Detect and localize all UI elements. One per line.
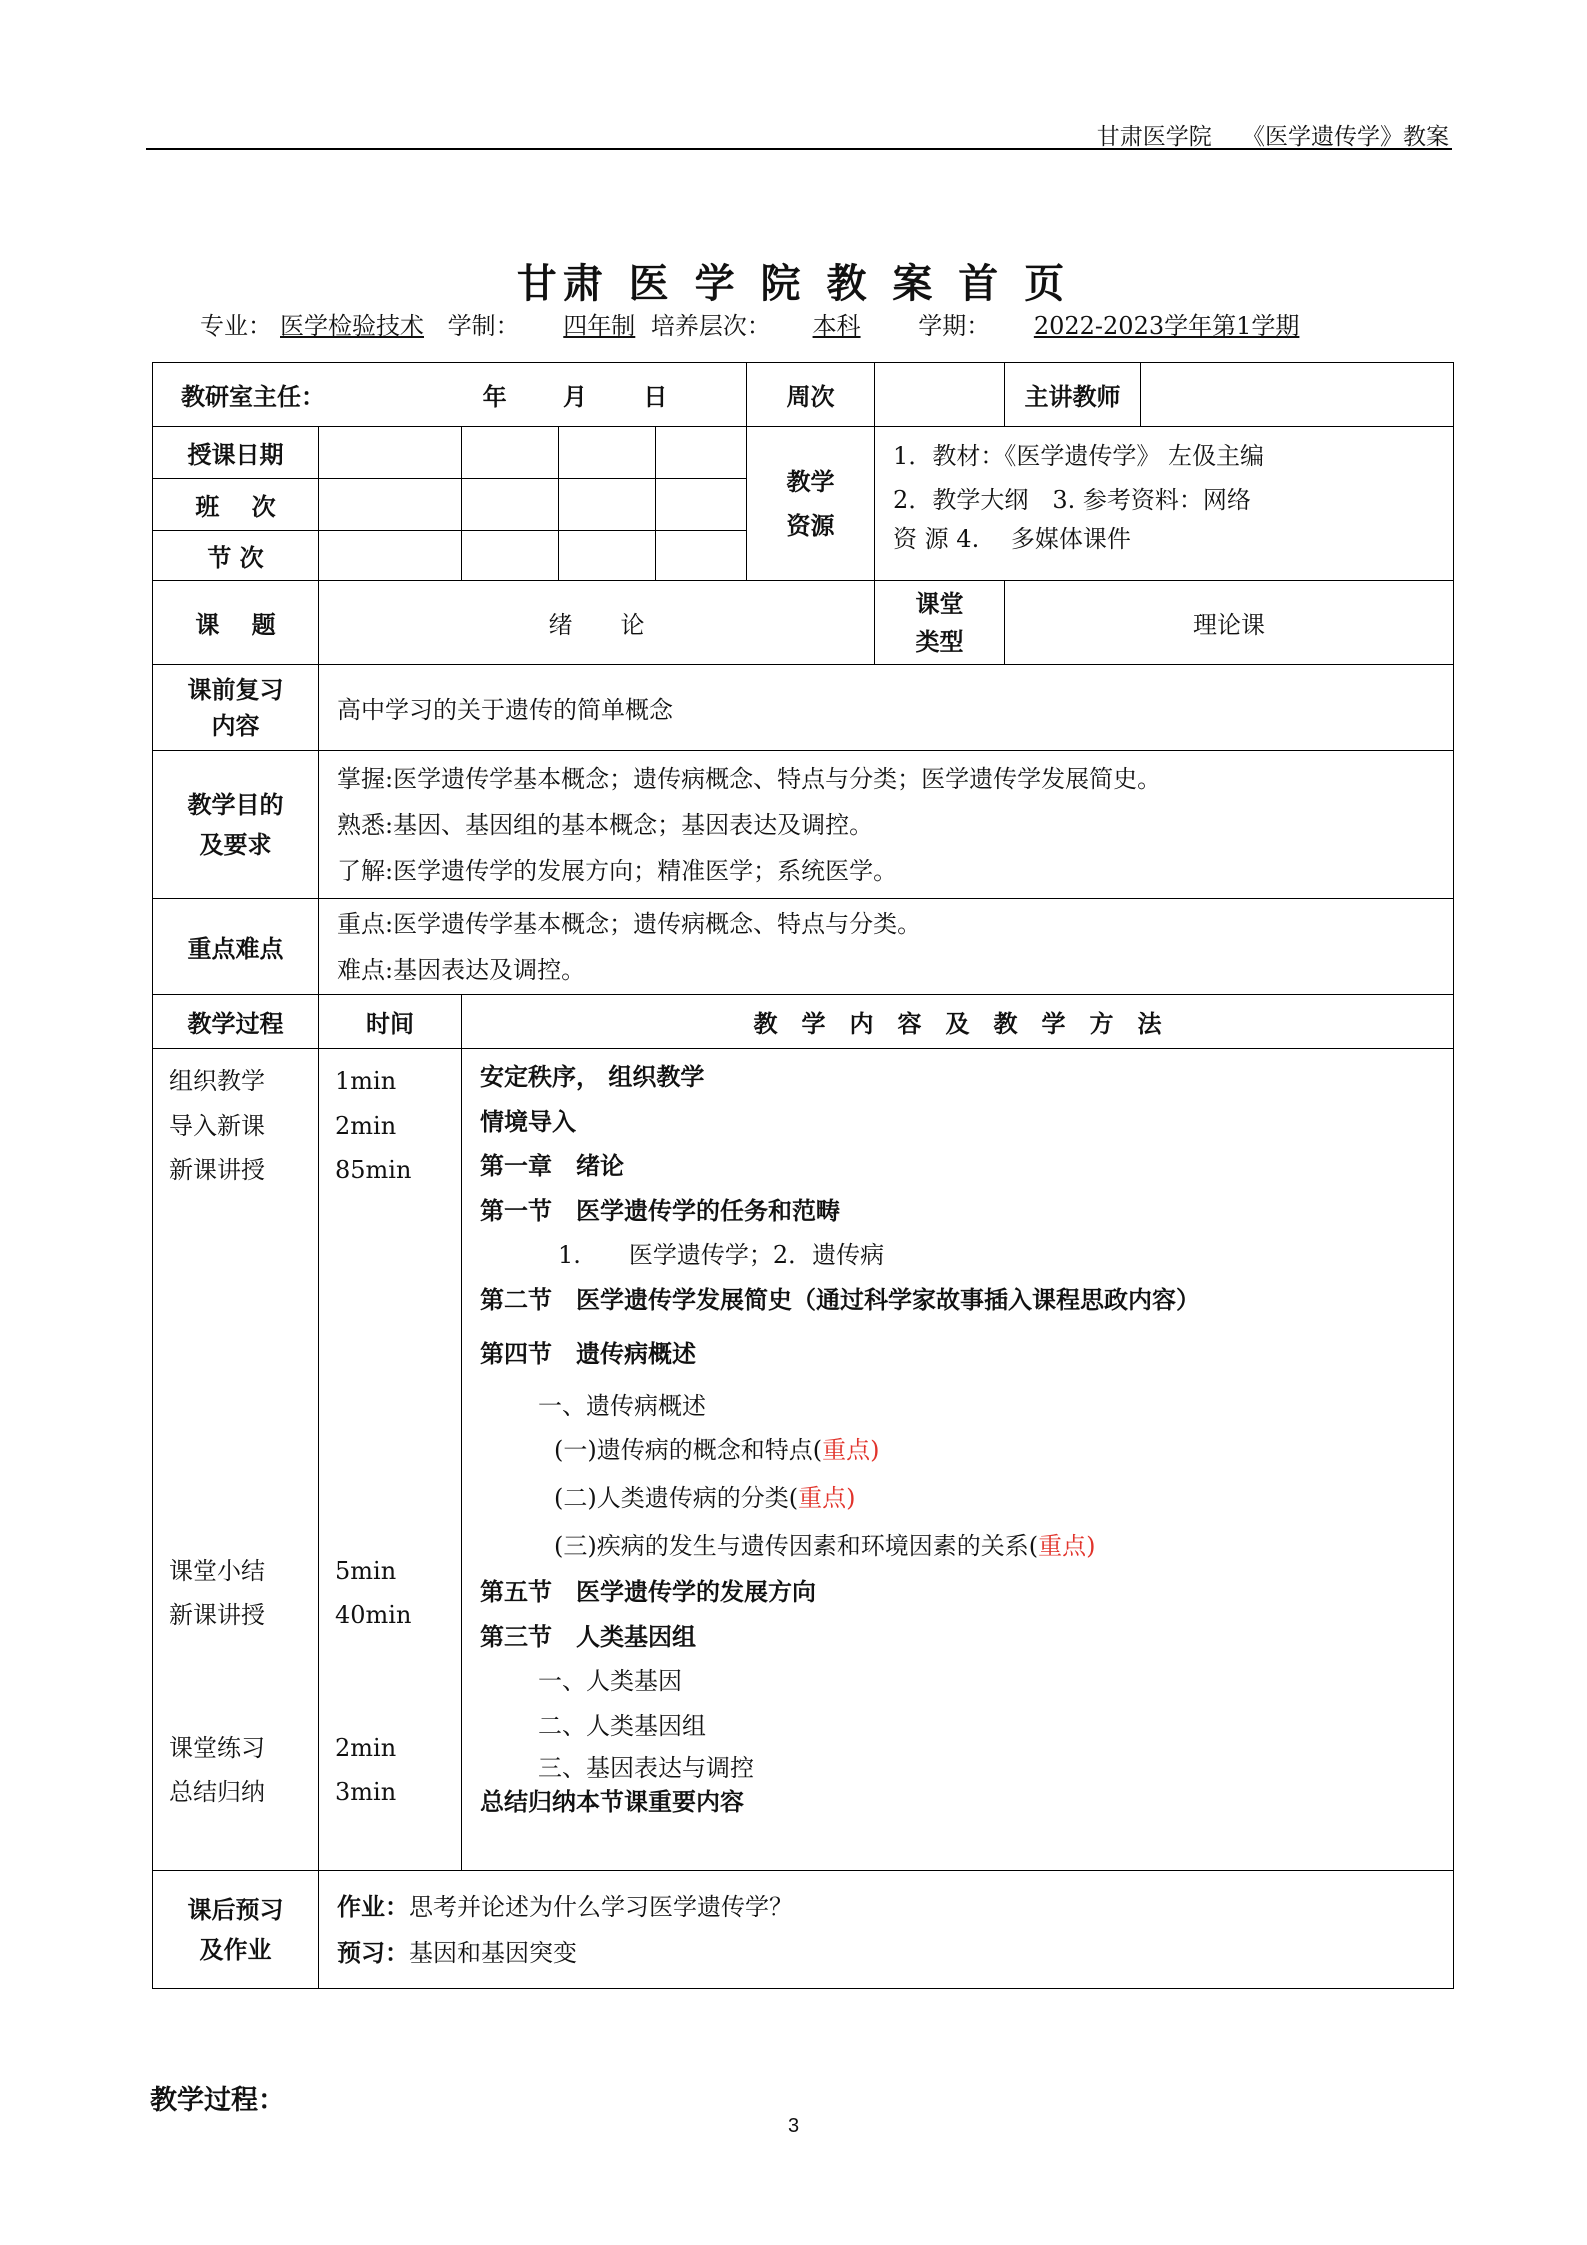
content-line: 第三节 人类基因组 <box>480 1622 696 1651</box>
time-item: 2min <box>335 1111 397 1140</box>
content-line: 总结归纳本节课重要内容 <box>480 1788 744 1816</box>
director-label: 教研室主任： <box>181 383 325 411</box>
process-steps <box>153 1049 319 1871</box>
homework-line: 作业：思考并论述为什么学习医学遗传学？ <box>337 1892 793 1921</box>
content-line: (三)疾病的发生与遗传因素和环境因素的关系(重点) <box>554 1532 1096 1560</box>
goal-label: 教学目的及要求 <box>153 751 319 899</box>
meta-line <box>200 306 1323 341</box>
header-text: 甘肃医学院 《医学遗传学》教案 <box>1096 124 1449 150</box>
system-value: 四年制 <box>563 312 636 340</box>
content-line: 情境导入 <box>480 1107 576 1136</box>
homework-content <box>319 1871 1454 1989</box>
date-cell-4 <box>656 427 747 479</box>
resource-line: 2．教学大纲 3. 参考资料：网络 <box>893 486 1251 514</box>
preview-line: 预习：基因和基因突变 <box>337 1938 577 1967</box>
class-cell-3 <box>559 479 656 531</box>
goal-line: 掌握:医学遗传学基本概念；遗传病概念、特点与分类；医学遗传学发展简史。 <box>337 764 1162 793</box>
date-cell-1 <box>319 427 462 479</box>
content-line: 安定秩序， 组织教学 <box>480 1063 705 1091</box>
step-item: 新课讲授 <box>169 1156 265 1184</box>
method-label: 教 学 内 容 及 教 学 方 法 <box>462 995 1454 1049</box>
review-label: 课前复习内容 <box>153 665 319 751</box>
goal-line: 了解:医学遗传学的发展方向；精准医学；系统医学。 <box>337 856 898 885</box>
emphasis-mark: 重点 <box>1038 1532 1087 1560</box>
date-placeholder: 年 月 日 <box>482 383 668 411</box>
time-item: 40min <box>335 1601 412 1629</box>
emphasis-mark: 重点 <box>798 1484 847 1512</box>
time-item: 3min <box>335 1778 397 1806</box>
goal-line: 熟悉:基因、基因组的基本概念；基因表达及调控。 <box>337 810 874 839</box>
section-cell-1 <box>319 531 462 581</box>
term-label: 学期： <box>918 312 991 340</box>
step-item: 总结归纳 <box>169 1778 265 1806</box>
section-cell-4 <box>656 531 747 581</box>
lesson-plan-table <box>152 362 1454 1989</box>
content-line: 1. 医学遗传学；2．遗传病 <box>558 1241 885 1269</box>
step-item: 新课讲授 <box>169 1601 265 1629</box>
step-item: 课堂小结 <box>169 1556 265 1585</box>
content-line: 第一节 医学遗传学的任务和范畴 <box>480 1196 840 1225</box>
type-value: 理论课 <box>1005 581 1454 665</box>
date-label: 授课日期 <box>153 427 319 479</box>
page-number: 3 <box>787 2115 800 2137</box>
section-cell-3 <box>559 531 656 581</box>
content-line: 二、人类基因组 <box>538 1711 706 1740</box>
review-value: 高中学习的关于遗传的简单概念 <box>319 665 1454 751</box>
homework-label: 课后预习及作业 <box>153 1871 319 1989</box>
content-line: (一)遗传病的概念和特点(重点) <box>554 1436 880 1464</box>
content-line: 第二节 医学遗传学发展简史（通过科学家故事插入课程思政内容） <box>480 1285 1200 1314</box>
class-cell-2 <box>462 479 559 531</box>
teacher-label: 主讲教师 <box>1005 363 1141 427</box>
key-content <box>319 899 1454 995</box>
section-heading: 教学过程： <box>150 2085 285 2116</box>
date-cell-3 <box>559 427 656 479</box>
process-content <box>462 1049 1454 1871</box>
time-item: 1min <box>335 1067 397 1095</box>
resources-content <box>875 427 1454 581</box>
step-item: 组织教学 <box>169 1067 265 1095</box>
type-label: 课堂类型 <box>875 581 1005 665</box>
step-item: 课堂练习 <box>169 1733 265 1762</box>
director-cell <box>153 363 747 427</box>
class-cell-1 <box>319 479 462 531</box>
time-label: 时间 <box>319 995 462 1049</box>
content-line: 第一章 绪论 <box>480 1152 624 1180</box>
system-label: 学制： <box>447 312 520 340</box>
major-label: 专业： <box>200 312 272 340</box>
week-value <box>875 363 1005 427</box>
step-item: 导入新课 <box>169 1111 265 1140</box>
resource-line: 资 源 4. 多媒体课件 <box>893 525 1131 553</box>
page-title: 甘肃 医 学 院 教 案 首 页 <box>516 261 1071 307</box>
header-divider <box>146 148 1452 150</box>
section-label: 节 次 <box>153 531 319 581</box>
class-label: 班 次 <box>153 479 319 531</box>
key-line: 重点:医学遗传学基本概念；遗传病概念、特点与分类。 <box>337 909 922 938</box>
time-item: 5min <box>335 1556 397 1585</box>
key-label: 重点难点 <box>153 899 319 995</box>
level-label: 培养层次： <box>650 312 771 340</box>
content-line: 一、人类基因 <box>538 1667 682 1695</box>
process-times <box>319 1049 462 1871</box>
topic-label: 课 题 <box>153 581 319 665</box>
level-value: 本科 <box>812 312 861 340</box>
content-line: 一、遗传病概述 <box>538 1392 706 1420</box>
class-cell-4 <box>656 479 747 531</box>
content-line: 第四节 遗传病概述 <box>480 1340 696 1368</box>
term-value: 2022-2023学年第1学期 <box>1033 312 1300 340</box>
content-line: 三、基因表达与调控 <box>538 1754 754 1782</box>
goal-content <box>319 751 1454 899</box>
process-label: 教学过程 <box>153 995 319 1049</box>
date-cell-2 <box>462 427 559 479</box>
teacher-value <box>1141 363 1454 427</box>
week-label: 周次 <box>747 363 875 427</box>
content-line: (二)人类遗传病的分类(重点) <box>554 1484 856 1512</box>
topic-value: 绪 论 <box>319 581 875 665</box>
major-value: 医学检验技术 <box>280 312 424 340</box>
emphasis-mark: 重点 <box>822 1436 871 1464</box>
content-line: 第五节 医学遗传学的发展方向 <box>480 1578 816 1606</box>
time-item: 85min <box>335 1156 412 1184</box>
resources-label: 教学资源 <box>747 427 875 581</box>
resource-line: 1．教材：《医学遗传学》 左伋主编 <box>893 442 1264 470</box>
time-item: 2min <box>335 1733 397 1762</box>
key-line: 难点:基因表达及调控。 <box>337 955 586 984</box>
section-cell-2 <box>462 531 559 581</box>
